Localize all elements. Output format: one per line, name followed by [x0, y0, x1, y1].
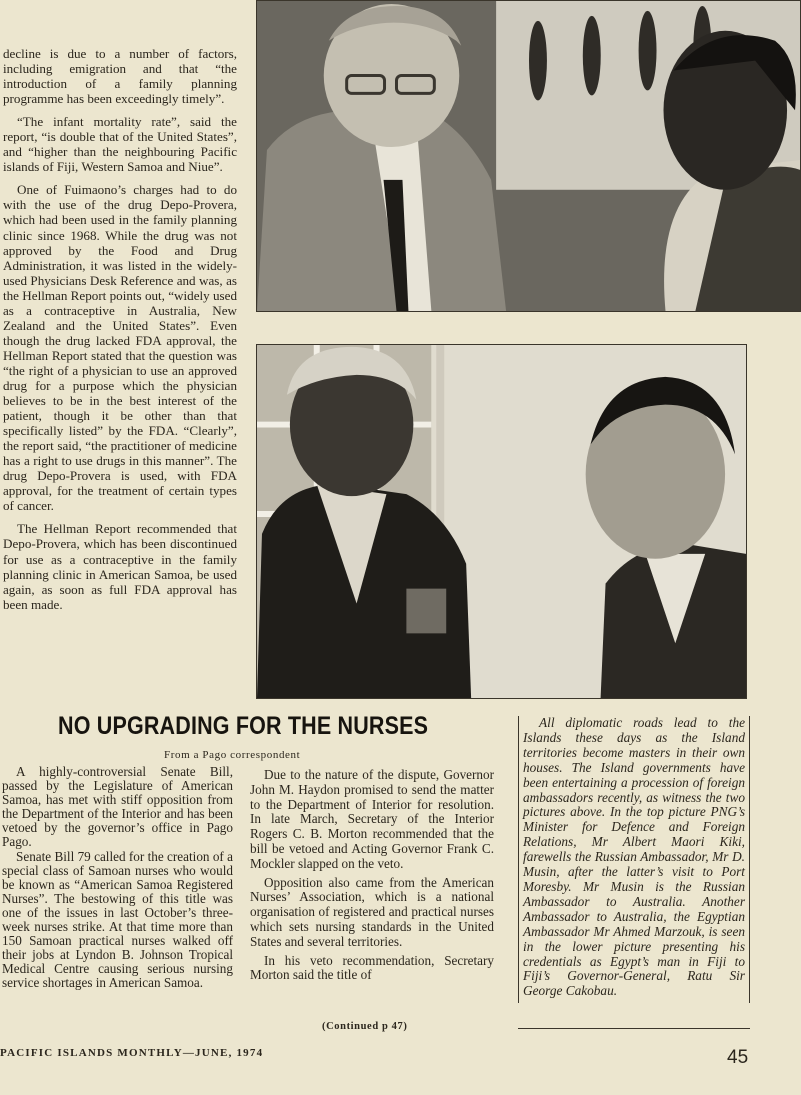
- paragraph: In his veto recommendation, Secretary Morton said the title of: [250, 952, 494, 983]
- photo-caption: All diplomatic roads lead to the Islands these days as the Island territories become masters in their own houses. The Island governments have been entertaining a procession of foreign ambassadors recently, as witness the two pictures above. In the top picture PNG’s Minister for Defence and Foreign Relations, Mr Albert Maori Kiki, farewells the Russian Ambassador, Mr D. Musin, after the latter’s visit to Port Moresby. Mr Musin is the Russian Ambassador to Australia. Another Ambassador to Australia, the Egyptian Ambassador Mr Ahmed Marzouk, is seen in the lower picture presenting his credentials as Egypt’s man in Fiji to Fiji’s Governor-General, Ratu Sir George Cakobau.: [518, 716, 750, 1003]
- continued-note: (Continued p 47): [322, 1021, 408, 1032]
- paragraph: A highly-controversial Senate Bill, passed by the Legislature of American Samoa, has met with stiff opposition from the Department of the Interior and has been vetoed by the governor’s office in Pago Pago.: [2, 764, 233, 850]
- paragraph: Senate Bill 79 called for the creation of a special class of Samoan nurses who would be known as “American Samoa Registered Nurses”. The bestowing of this title was one of the issues in last October’s three-week nurses strike. At that time more than 150 Samoan practical nurses walked off their jobs at Lyndon B. Johnson Tropical Medical Centre causing serious nursing service shortages in American Samoa.: [2, 848, 233, 991]
- photo-bottom-credentials-presentation: [256, 344, 747, 699]
- article-column-2: [250, 768, 494, 987]
- page-number: 45: [727, 1047, 749, 1068]
- paragraph: The Hellman Report recommended that Depo-Provera, which has been discontinued for use as a contraceptive in the family planning clinic in American Samoa, be used again, as soon as full FDA approval has been made.: [3, 521, 237, 612]
- paragraph: Opposition also came from the American Nurses’ Association, which is a national organisation of registered and practical nurses which sets nursing standards in the United States and several territories.: [250, 874, 494, 949]
- article-headline: NO UPGRADING FOR THE NURSES: [58, 712, 429, 740]
- paragraph: decline is due to a number of factors, including emigration and that “the introduction of a family planning programme has been exceedingly timely”.: [3, 46, 237, 107]
- caption-divider: [518, 1028, 750, 1029]
- paragraph: One of Fuimaono’s charges had to do with the use of the drug Depo-Provera, which had been used in the family planning clinic since 1968. While the drug was not approved by the Food and Drug Administration, it was listed in the widely-used Physicians Desk Reference and was, as the Hellman Report points out, “widely used as a contraceptive in Australia, New Zealand and the United States”. Even though the drug lacked FDA approval, the Hellman Report stated that the question was “the right of a physician to use an approved drug for a purpose which the physician believes to be in the best interest of the patient, though it be other than that specifically listed” by the FDA. “Clearly”, the report said, “the practitioner of medicine has a right to use drugs in this manner”. The drug Depo-Provera is used, with FDA approval, for the treatment of certain types of cancer.: [3, 182, 237, 514]
- photo-top-ambassador-farewell: [256, 0, 801, 312]
- article-text-column-left-top: [3, 46, 237, 620]
- publication-footer: PACIFIC ISLANDS MONTHLY—JUNE, 1974: [0, 1047, 264, 1059]
- article-byline: From a Pago correspondent: [164, 749, 301, 761]
- article-column-1: [2, 765, 233, 991]
- paragraph: Due to the nature of the dispute, Governor John M. Haydon promised to send the matter to the Department of Interior for resolution. In late March, Secretary of the Interior Rogers C. B. Morton recommended that the bill be vetoed and Acting Governor Frank C. Mockler slapped on the veto.: [250, 767, 494, 871]
- paragraph: “The infant mortality rate”, said the report, “is double that of the United States”, and “higher than the neighbouring Pacific islands of Fiji, Western Samoa and Niue”.: [3, 114, 237, 175]
